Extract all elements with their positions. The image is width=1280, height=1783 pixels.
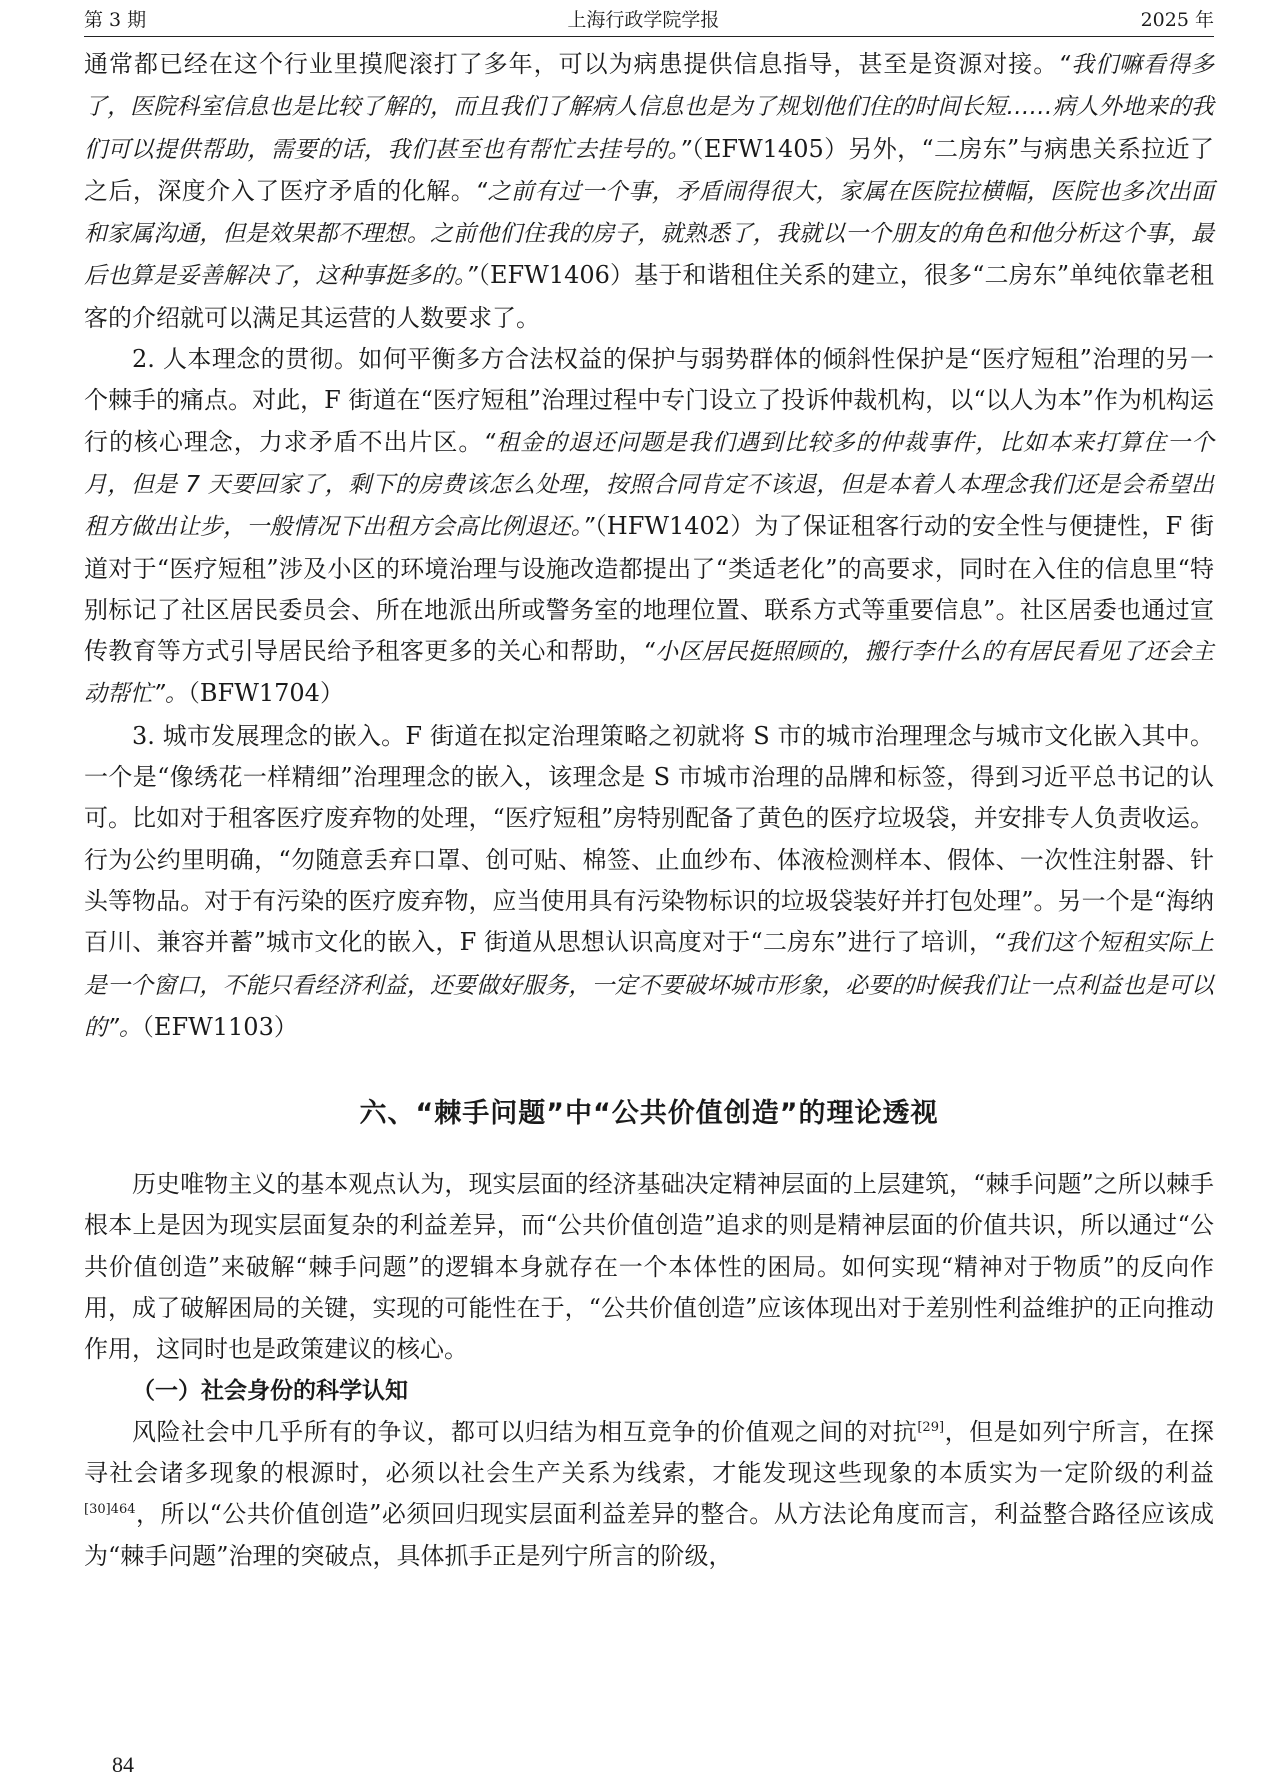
paragraph-historical-materialism: 历史唯物主义的基本观点认为，现实层面的经济基础决定精神层面的上层建筑，“棘手问题”之所以棘手根本上是因为现实层面复杂的利益差异，而“公共价值创造”追求的则是精神层面的价值共识，所以通过“公共价值创造”来破解“棘手问题”的逻辑本身就存在一个本体性的困局。如何实现“精神对于物质”的反向作用，成了破解困局的关键，实现的可能性在于，“公共价值创造”应该体现出对于差别性利益维护的正向推动作用，这同时也是政策建议的核心。 (84, 1170, 1214, 1364)
paragraph-humanistic-concept (84, 339, 1214, 716)
section-heading: 六、“棘手问题”中“公共价值创造”的理论透视 (359, 1098, 939, 1130)
interview-quote: “小区居民挺照顾的，搬行李什么的有居民看见了还会主动帮忙”。 (84, 639, 1214, 708)
paragraph-text: ，但是如列宁所言，在探寻社会诸多现象的根源时，必须以社会生产关系为线索，才能发现这些现象的本质实为一定阶级的利益 (84, 1417, 1215, 1487)
paragraph-text: 风险社会中几乎所有的争议，都可以归结为相互竞争的价值观之间的对抗 (132, 1417, 918, 1446)
paragraph-text: （EFW1406）基于和谐租住关系的建立，很多“二房东”单纯依靠老租客的介绍就可以满足其运营的人数要求了。 (84, 261, 1214, 332)
paragraph-continuation (84, 44, 1214, 339)
paragraph-text: 3. 城市发展理念的嵌入。F 街道在拟定治理策略之初就将 S 市的城市治理理念与城市文化嵌入其中。一个是“像绣花一样精细”治理理念的嵌入，该理念是 S 市城市治理的品牌和标签，得到习近平总书记的认可。比如对于租客医疗废弃物的处理，“医疗短租”房特别配备了黄色的医疗垃圾袋，并安排专人负责收运。行为公约里明确，“勿随意丢弃口罩、创可贴、棉签、止血纱布、体液检测样本、假体、一次性注射器、针头等物品。对于有污染的医疗废弃物，应当使用具有污染物标识的垃圾袋装好并打包处理”。另一个是“海纳百川、兼容并蓄”城市文化的嵌入，F 街道从思想认识高度对于“二房东”进行了培训， (84, 721, 1214, 957)
paragraph-text: 2. 人本理念的贯彻。如何平衡多方合法权益的保护与弱势群体的倾斜性保护是“医疗短租”治理的另一个棘手的痛点。对此，F 街道在“医疗短租”治理过程中专门设立了投诉仲裁机构，以“以人为本”作为机构运行的核心理念，力求矛盾不出片区。 (84, 345, 1214, 456)
paragraph-urban-development (84, 716, 1214, 1049)
paragraph-text: （EFW1405）另外，“二房东”与病患关系拉近了之后，深度介入了医疗矛盾的化解。 (84, 134, 1214, 205)
paragraph-text: 通常都已经在这个行业里摸爬滚打了多年，可以为病患提供信息指导，甚至是资源对接。 (84, 50, 1059, 78)
journal-title: 上海行政学院学报 (567, 8, 720, 31)
interview-quote: “我们这个短租实际上是一个窗口，不能只看经济利益，还要做好服务，一定不要破坏城市形象，必要的时候我们让一点利益也是可以的”。 (84, 930, 1214, 1041)
paragraph-risk-society (84, 1412, 1214, 1577)
interview-quote: “之前有过一个事，矛盾闹得很大，家属在医院拉横幅，医院也多次出面和家属沟通，但是效果都不理想。之前他们住我的房子，就熟悉了，我就以一个朋友的角色和他分析这个事，最后也算是妥善解决了，这种事挺多的。” (84, 178, 1215, 290)
paragraph-text: ，所以“公共价值创造”必须回归现实层面利益差异的整合。从方法论角度而言，利益整合路径应该成为“棘手问题”治理的突破点，具体抓手正是列宁所言的阶级， (84, 1500, 1214, 1570)
paragraph-text: （EFW1103） (141, 1012, 298, 1041)
sub-heading: （一）社会身份的科学认知 (132, 1377, 408, 1404)
interview-quote: “租金的退还问题是我们遇到比较多的仲裁事件，比如本来打算住一个月，但是 7 天要回家了，剩下的房费该怎么处理，按照合同肯定不该退，但是本着人本理念我们还是会希望出租方做出让步，一般情况下出租方会高比例退还。” (84, 429, 1215, 541)
citation-reference: [30]464 (84, 1502, 136, 1518)
body-text (84, 44, 1214, 1577)
publication-year: 2025 年 (1140, 8, 1214, 31)
interview-quote: “我们嘛看得多了，医院科室信息也是比较了解的，而且我们了解病人信息也是为了规划他们住的时间长短……病人外地来的我们可以提供帮助，需要的话，我们甚至也有帮忙去挂号的。” (84, 52, 1214, 163)
issue-number: 第 3 期 (84, 8, 147, 31)
citation-reference: [29] (917, 1419, 945, 1435)
paragraph-text: （HFW1402）为了保证租客行动的安全性与便捷性，F 街道对于“医疗短租”涉及小区的环境治理与设施改造都提出了“类适老化”的高要求，同时在入住的信息里“特别标记了社区居民委员会、所在地派出所或警务室的地理位置、联系方式等重要信息”。社区居委也通过宣传教育等方式引导居民给予租客更多的关心和帮助， (84, 512, 1214, 666)
paragraph-text: （BFW1704） (187, 679, 344, 708)
running-header (84, 0, 1214, 37)
page-number: 84 (112, 1752, 134, 1777)
